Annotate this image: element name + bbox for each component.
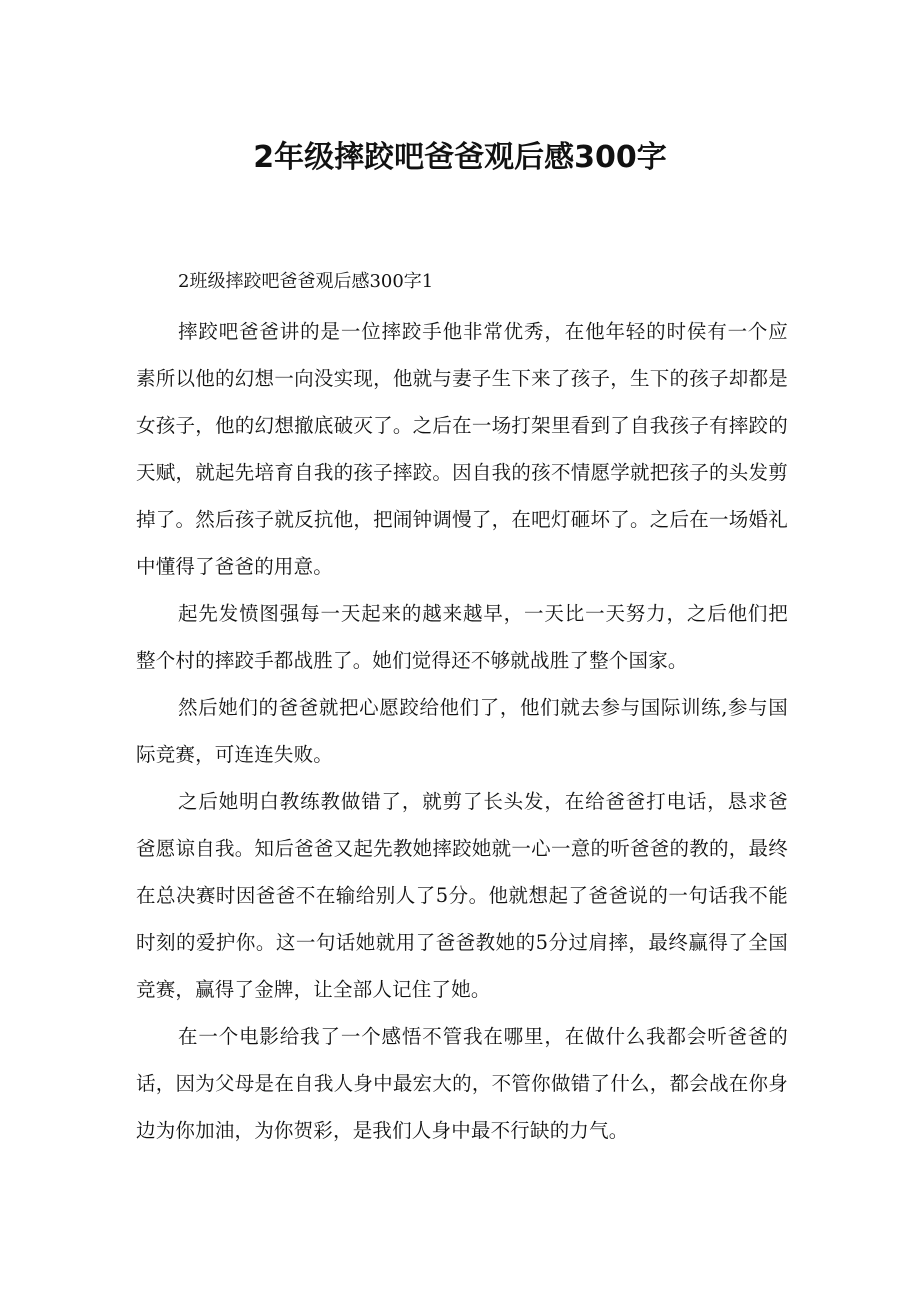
page-title: 2年级摔跤吧爸爸观后感300字 xyxy=(253,140,667,175)
section-heading: 2班级摔跤吧爸爸观后感300字1 xyxy=(178,271,434,292)
paragraph-3: 然后她们的爸爸就把心愿跤给他们了，他们就去参与国际训练,参与国际竞赛，可连连失败。 xyxy=(136,696,788,766)
article-body xyxy=(136,308,788,1154)
paragraph-1: 摔跤吧爸爸讲的是一位摔跤手他非常优秀，在他年轻的时侯有一个应素所以他的幻想一向没实现，他就与妻子生下来了孩子，生下的孩子却都是女孩子，他的幻想撤底破灭了。之后在一场打架里看到了自我孩子有摔跤的天赋，就起先培育自我的孩子摔跤。因自我的孩不情愿学就把孩子的头发剪掉了。然后孩子就反抗他，把闹钟调慢了，在吧灯砸坏了。之后在一场婚礼中懂得了爸爸的用意。 xyxy=(136,320,788,578)
paragraph-5: 在一个电影给我了一个感悟不管我在哪里，在做什么我都会听爸爸的话，因为父母是在自我人身中最宏大的，不管你做错了什么，都会战在你身边为你加油，为你贺彩，是我们人身中最不行缺的力气。 xyxy=(136,1025,788,1142)
paragraph-2: 起先发愤图强每一天起来的越来越早，一天比一天努力，之后他们把整个村的摔跤手都战胜了。她们觉得还不够就战胜了整个国家。 xyxy=(136,602,788,672)
paragraph-4: 之后她明白教练教做错了，就剪了长头发，在给爸爸打电话，恳求爸爸愿谅自我。知后爸爸又起先教她摔跤她就一心一意的听爸爸的教的，最终在总决赛时因爸爸不在输给别人了5分。他就想起了爸爸说的一句话我不能时刻的爱护你。这一句话她就用了爸爸教她的5分过肩摔，最终赢得了全国竞赛，赢得了金牌，让全部人记住了她。 xyxy=(136,790,788,1001)
